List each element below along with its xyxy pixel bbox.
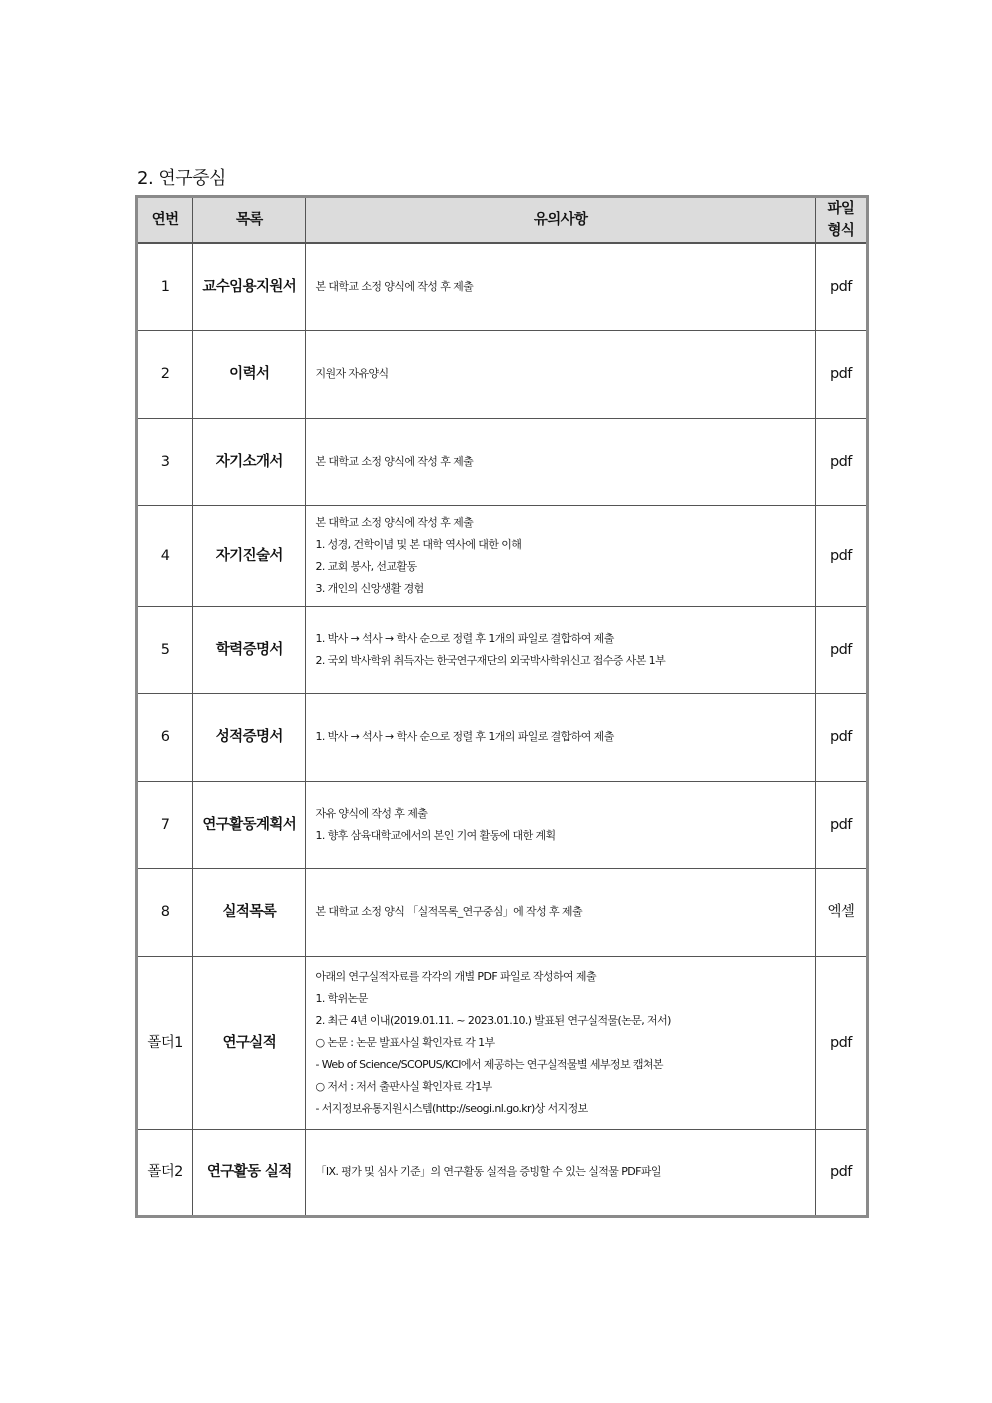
table-row (137, 956, 868, 1129)
row-notes (306, 418, 815, 505)
note-line: 1. 성경, 건학이념 및 본 대학 역사에 대한 이해 (315, 537, 522, 551)
row-item: 연구활동 실적 (193, 1129, 306, 1216)
note-line: 아래의 연구실적자료를 각각의 개별 PDF 파일로 작성하여 제출 (315, 969, 596, 983)
note-line: 「IX. 평가 및 심사 기준」의 연구활동 실적을 증빙할 수 있는 실적물 PDF파일 (315, 1165, 661, 1178)
note-line: 3. 개인의 신앙생활 경험 (315, 581, 424, 595)
row-number: 1 (137, 243, 193, 330)
row-format: pdf (815, 693, 867, 781)
row-number: 6 (137, 693, 193, 781)
row-item: 연구활동계획서 (193, 781, 306, 868)
row-format: pdf (815, 781, 867, 868)
row-item: 성적증명서 (193, 693, 306, 781)
document-table (135, 195, 869, 1218)
note-line: 2. 교회 봉사, 선교활동 (315, 559, 417, 573)
row-item: 자기진술서 (193, 505, 306, 606)
table-row (137, 1129, 868, 1216)
row-item: 이력서 (193, 330, 306, 418)
row-format: pdf (815, 505, 867, 606)
note-line: 자유 양식에 작성 후 제출 (315, 806, 428, 820)
row-format: pdf (815, 330, 867, 418)
row-item: 실적목록 (193, 868, 306, 956)
table-row (137, 781, 868, 868)
row-item: 연구실적 (193, 956, 306, 1129)
row-notes (306, 781, 815, 868)
row-format: pdf (815, 418, 867, 505)
row-item: 교수임용지원서 (193, 243, 306, 330)
row-item: 자기소개서 (193, 418, 306, 505)
row-notes (306, 330, 815, 418)
row-notes (306, 243, 815, 330)
table-row (137, 243, 868, 330)
header-format-line1: 파일 (827, 201, 855, 217)
row-format: pdf (815, 606, 867, 693)
note-line: 본 대학교 소정 양식에 작성 후 제출 (315, 515, 474, 529)
row-number: 8 (137, 868, 193, 956)
note-line: 본 대학교 소정 양식에 작성 후 제출 (315, 279, 474, 293)
row-number: 7 (137, 781, 193, 868)
note-line: ○ 저서 : 저서 출판사실 확인자료 각1부 (315, 1079, 492, 1093)
header-no: 연번 (137, 197, 193, 244)
row-number: 4 (137, 505, 193, 606)
note-line: - Web of Science/SCOPUS/KCI에서 제공하는 연구실적물별 세부정보 캡쳐본 (315, 1057, 663, 1071)
note-line: 본 대학교 소정 양식 「실적목록_연구중심」에 작성 후 제출 (315, 905, 582, 918)
row-notes (306, 693, 815, 781)
table-row (137, 505, 868, 606)
note-line: 1. 박사 → 석사 → 학사 순으로 정렬 후 1개의 파일로 결합하여 제출 (315, 730, 614, 743)
row-notes (306, 505, 815, 606)
row-format: pdf (815, 1129, 867, 1216)
header-format-line2: 형식 (827, 223, 855, 239)
row-format: pdf (815, 243, 867, 330)
table-row (137, 418, 868, 505)
table-header-row (137, 197, 868, 244)
row-notes (306, 1129, 815, 1216)
row-format: pdf (815, 956, 867, 1129)
note-line: ○ 논문 : 논문 발표사실 확인자료 각 1부 (315, 1035, 495, 1049)
note-line: 지원자 자유양식 (315, 367, 389, 380)
row-number: 폴더1 (137, 956, 193, 1129)
row-number: 3 (137, 418, 193, 505)
section-title: 2. 연구중심 (137, 168, 226, 189)
row-notes (306, 868, 815, 956)
note-line: 1. 학위논문 (315, 991, 368, 1005)
table-row (137, 606, 868, 693)
table-row (137, 330, 868, 418)
header-format (815, 197, 867, 244)
note-line: 1. 박사 → 석사 → 학사 순으로 정렬 후 1개의 파일로 결합하여 제출 (315, 631, 614, 645)
row-number: 2 (137, 330, 193, 418)
table-row (137, 693, 868, 781)
row-notes (306, 606, 815, 693)
note-line: 2. 국외 박사학위 취득자는 한국연구재단의 외국박사학위신고 접수증 사본 1부 (315, 653, 666, 667)
header-notes: 유의사항 (306, 197, 815, 244)
row-number: 폴더2 (137, 1129, 193, 1216)
header-item: 목록 (193, 197, 306, 244)
table-row (137, 868, 868, 956)
note-line: 본 대학교 소정 양식에 작성 후 제출 (315, 454, 474, 468)
row-number: 5 (137, 606, 193, 693)
note-line: 2. 최근 4년 이내(2019.01.11. ~ 2023.01.10.) 발표된 연구실적물(논문, 저서) (315, 1013, 671, 1027)
note-line: - 서지정보유통지원시스템(http://seogi.nl.go.kr)상 서지정보 (315, 1101, 588, 1115)
row-format: 엑셀 (815, 868, 867, 956)
row-item: 학력증명서 (193, 606, 306, 693)
row-notes (306, 956, 815, 1129)
note-line: 1. 향후 삼육대학교에서의 본인 기여 활동에 대한 계획 (315, 828, 556, 842)
